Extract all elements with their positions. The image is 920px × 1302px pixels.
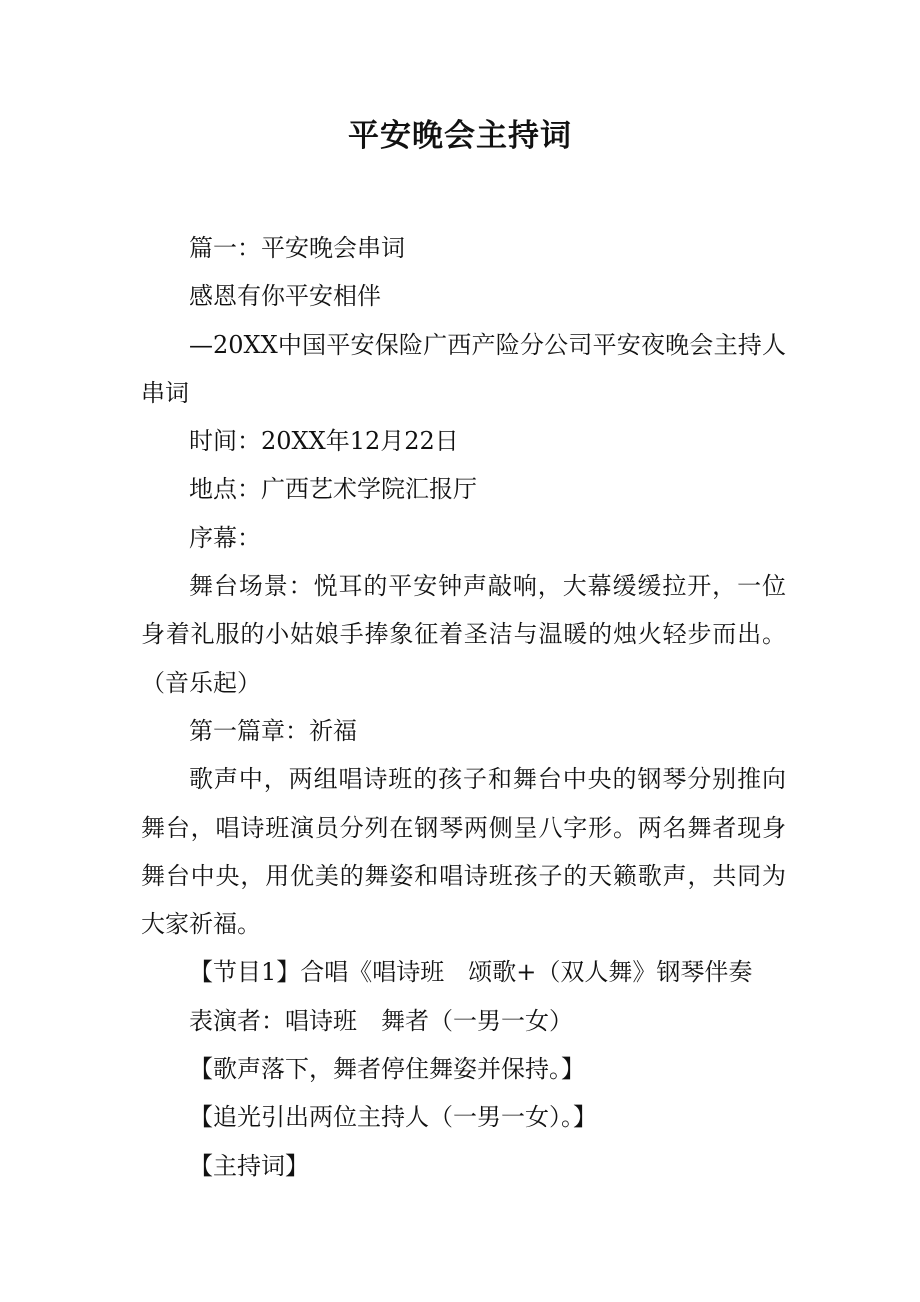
paragraph-stage-scene: 舞台场景：悦耳的平安钟声敲响，大幕缓缓拉开，一位身着礼服的小姑娘手捧象征着圣洁与温暖的烛火轻步而出。（音乐起） bbox=[141, 572, 786, 697]
document-title: 平安晚会主持词 bbox=[348, 118, 572, 154]
paragraph-stage-note-1: 【歌声落下，舞者停住舞姿并保持。】 bbox=[189, 1055, 585, 1084]
paragraph-program-1: 【节目1】合唱《唱诗班 颂歌+（双人舞》钢琴伴奏 bbox=[189, 958, 753, 987]
paragraph-time: 时间：20XX年12月22日 bbox=[189, 427, 459, 456]
paragraph-section-one: 第一篇章：祈福 bbox=[189, 716, 357, 745]
paragraph-location: 地点：广西艺术学院汇报厅 bbox=[189, 475, 477, 504]
paragraph-song-description: 歌声中，两组唱诗班的孩子和舞台中央的钢琴分别推向舞台，唱诗班演员分列在钢琴两侧呈八字形。两名舞者现身舞台中央，用优美的舞姿和唱诗班孩子的天籁歌声，共同为大家祈福。 bbox=[141, 765, 786, 939]
paragraph-prologue: 序幕： bbox=[189, 523, 261, 552]
paragraph-host-lines: 【主持词】 bbox=[189, 1151, 309, 1180]
paragraph-subtitle: 感恩有你平安相伴 bbox=[189, 282, 381, 311]
paragraph-performers: 表演者：唱诗班 舞者（一男一女） bbox=[189, 1006, 573, 1035]
paragraph-event-name: —20XX中国平安保险广西产险分公司平安夜晚会主持人串词 bbox=[141, 330, 786, 407]
paragraph-stage-note-2: 【追光引出两位主持人（一男一女）。】 bbox=[189, 1103, 597, 1132]
document-body bbox=[141, 224, 786, 1190]
paragraph-chapter-heading: 篇一：平安晚会串词 bbox=[189, 234, 405, 262]
